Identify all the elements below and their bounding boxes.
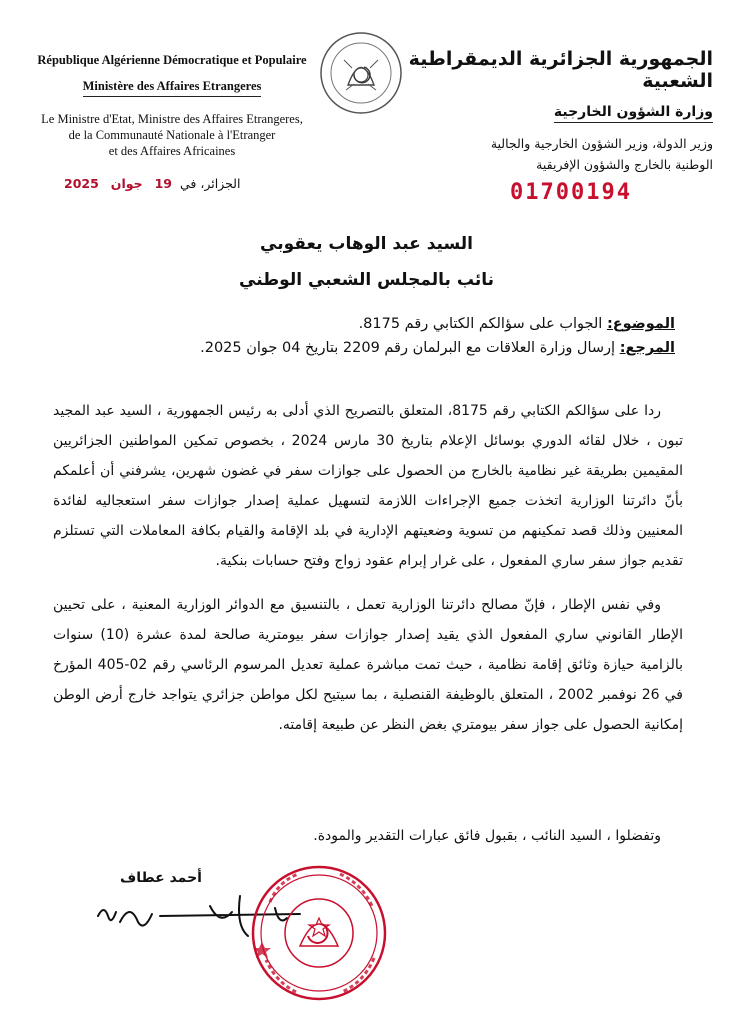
letter-body (53, 396, 683, 740)
reference-line (65, 336, 675, 360)
ministry-name-ar: وزارة الشؤون الخارجية (554, 104, 713, 123)
ministry-name-fr: Ministère des Affaires Etrangeres (83, 78, 262, 97)
header-arabic (393, 48, 713, 175)
minister-title-fr-line3: et des Affaires Africaines (108, 144, 236, 158)
subject-label: الموضوع: (606, 316, 675, 332)
reference-label: المرجع: (619, 340, 675, 356)
date-month: جوان (110, 176, 143, 191)
minister-title-fr-line1: Le Ministre d'Etat, Ministre des Affaires Etrangeres, (41, 112, 303, 126)
body-paragraph-2: وفي نفس الإطار ، فإنّ مصالح دائرتنا الوزارية تعمل ، بالتنسيق مع الدوائر الوزارية المعنية ، على تحيين الإطار القانوني ساري المفعول الذي يقيد إصدار جوازات سفر بيومترية صالحة لمدة عشرة (10) سنوات بالزامية حيازة وثائق إقامة نظامية ، حيث تمت مباشرة عملية تعديل المرسوم الرئاسي رقم 02-405 المؤرخ في 26 نوفمبر 2002 ، المتعلق بالوظيفة القنصلية ، بما سيتيح لكل مواطن جزائري يتواجد خارج أرض الوطن إمكانية الحصول على جواز سفر بيومتري بغض النظر عن طبيعة إقامته. (53, 597, 684, 733)
minister-title-fr-line2: de la Communauté Nationale à l'Etranger (68, 128, 276, 142)
signatory-name: أحمد عطاف (120, 870, 202, 886)
republic-name-fr: République Algérienne Démocratique et Populaire (37, 53, 307, 67)
minister-title-ar-line1: وزير الدولة، وزير الشؤون الخارجية والجالية (490, 136, 713, 151)
addressee-title: نائب بالمجلس الشعبي الوطني (239, 270, 494, 290)
minister-title-ar-line2: الوطنية بالخارج والشؤون الإفريقية (536, 157, 713, 172)
addressee-block (0, 226, 733, 298)
republic-name-ar: الجمهورية الجزائرية الديمقراطية الشعبية (408, 48, 713, 92)
subject-text: الجواب على سؤالكم الكتابي رقم 8175. (358, 316, 603, 332)
date-prefix: الجزائر، في (179, 176, 241, 191)
reference-text: إرسال وزارة العلاقات مع البرلمان رقم 2209 بتاريخ 04 جوان 2025. (200, 340, 616, 356)
outgoing-reference-number: 01700194 (510, 180, 632, 205)
body-paragraph-1: ردا على سؤالكم الكتابي رقم 8175، المتعلق بالتصريح الذي أدلى به رئيس الجمهورية ، السيد عبد المجيد تبون ، خلال لقائه الدوري بوسائل الإعلام بتاريخ 30 مارس 2024 ، بخصوص تمكين المواطنين الجزائريين المقيمين بطريقة غير نظامية بالخارج من الحصول على جوازات سفر في غضون شهرين، يشرفني أن أعلمكم بأنّ دائرتنا الوزارية اتخذت جميع الإجراءات اللازمة لتسهيل عملية إصدار جوازات سفر استعجاليه لفائدة المعنيين وذلك قصد تمكينهم من تسوية وضعيتهم الإدارية في بلد الإقامة والقيام بكافة المعاملات التي تستلزم تقديم جواز سفر ساري المفعول ، على غرار إبرام عقود زواج وفتح حسابات بنكية. (53, 403, 684, 569)
letter-meta (65, 312, 675, 360)
official-stamp-icon (248, 862, 390, 1004)
header-french (22, 52, 322, 159)
date-year: 2025 (64, 176, 99, 191)
subject-line (65, 312, 675, 336)
state-emblem-icon (318, 30, 404, 116)
date-day: 19 (154, 176, 172, 191)
letter-date (60, 176, 240, 191)
closing-formula: وتفضلوا ، السيد النائب ، بقبول فائق عبارات التقدير والمودة. (313, 828, 661, 844)
addressee-name: السيد عبد الوهاب يعقوبي (260, 234, 473, 254)
